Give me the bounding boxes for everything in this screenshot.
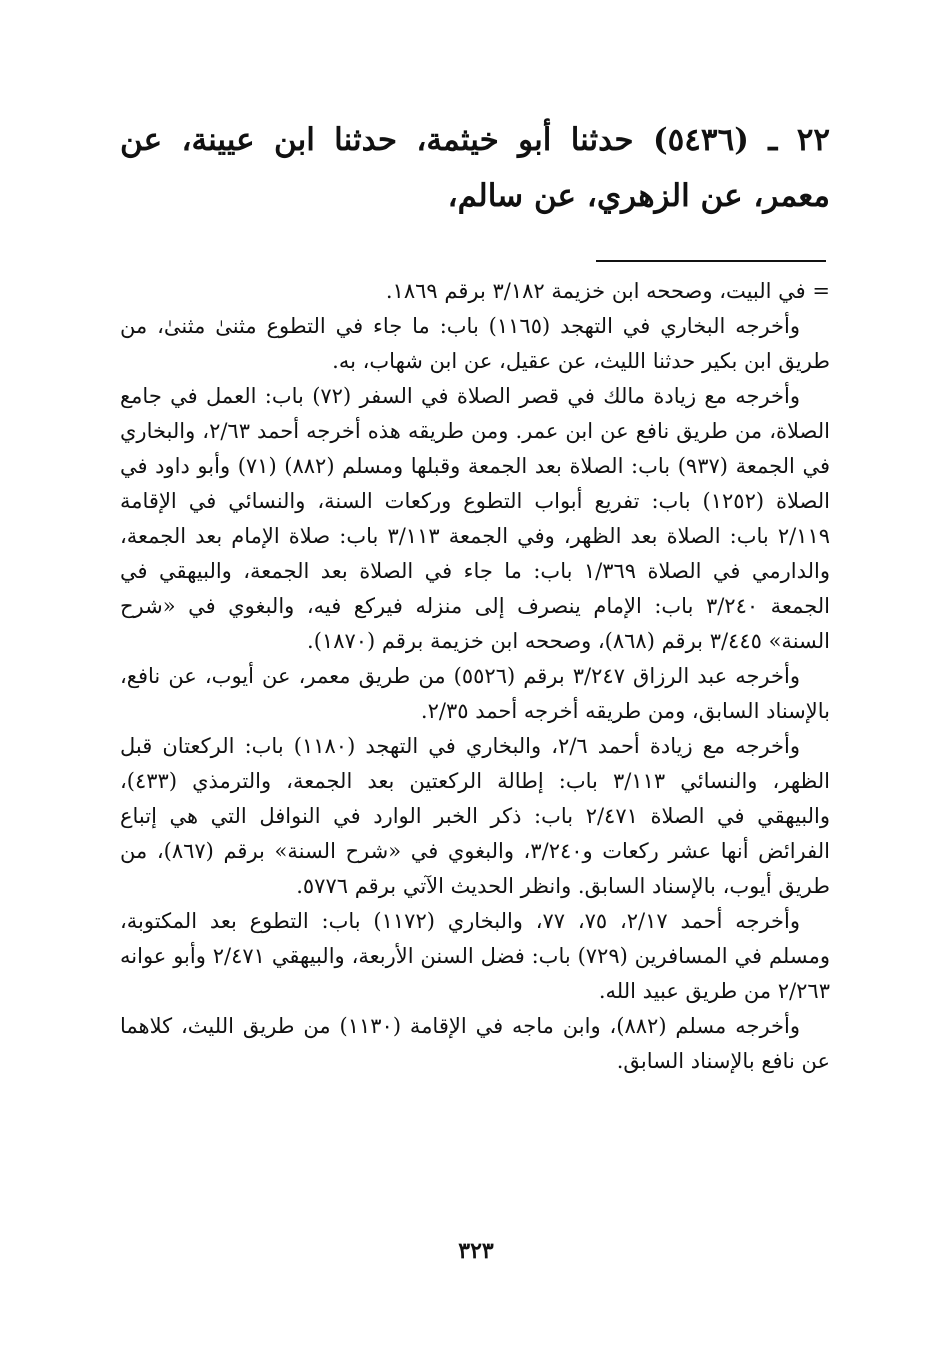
footnotes bbox=[120, 274, 830, 1079]
footnote-paragraph: وأخرجه مع زيادة مالك في قصر الصلاة في السفر (٧٢) باب: العمل في جامع الصلاة، من طريق نافع عن ابن عمر. ومن طريقه هذه أخرجه أحمد ٢/٦٣، والبخاري في الجمعة (٩٣٧) باب: الصلاة بعد الجمعة وقبلها ومسلم (٨٨٢) (٧١) وأبو داود في الصلاة (١٢٥٢) باب: تفريع أبواب التطوع وركعات السنة، والنسائي في الإقامة ٢/١١٩ باب: الصلاة بعد الظهر، وفي الجمعة ٣/١١٣ باب: صلاة الإمام بعد الجمعة، والدارمي في الصلاة ١/٣٦٩ باب: ما جاء في الصلاة بعد الجمعة، والبيهقي في الجمعة ٣/٢٤٠ باب: الإمام ينصرف إلى منزله فيركع فيه، والبغوي في «شرح السنة» ٣/٤٤٥ برقم (٨٦٨)، وصححه ابن خزيمة برقم (١٨٧٠). bbox=[120, 384, 831, 653]
footnote-continuation: = في البيت، وصححه ابن خزيمة ٣/١٨٢ برقم ١٨٦٩. bbox=[385, 279, 830, 303]
footnote-paragraph: وأخرجه أحمد ٢/١٧، ٧٥، ٧٧، والبخاري (١١٧٢) باب: التطوع بعد المكتوبة، ومسلم في المسافرين (٧٢٩) باب: فضل السنن الأربعة، والبيهقي ٢/٤٧١ وأبو عوانه ٢/٢٦٣ من طريق عبيد الله. bbox=[120, 909, 830, 1003]
footnote-paragraph: وأخرجه عبد الرزاق ٣/٢٤٧ برقم (٥٥٢٦) من طريق معمر، عن أيوب، عن نافع، بالإسناد السابق، ومن طريقه أخرجه أحمد ٢/٣٥. bbox=[120, 664, 830, 723]
page-number: ٣٢٣ bbox=[458, 1238, 494, 1264]
hadith-text: ٢٢ ـ (٥٤٣٦) حدثنا أبو خيثمة، حدثنا ابن عيينة، عن معمر، عن الزهري، عن سالم، bbox=[120, 122, 830, 214]
footnote-separator bbox=[596, 260, 826, 262]
footnote-paragraph: وأخرجه مسلم (٨٨٢)، وابن ماجه في الإقامة (١١٣٠) من طريق الليث، كلاهما عن نافع بالإسناد السابق. bbox=[120, 1014, 830, 1073]
footnote-paragraph: وأخرجه البخاري في التهجد (١١٦٥) باب: ما جاء في التطوع مثنىٰ مثنىٰ، من طريق ابن بكير حدثنا الليث، عن عقيل، عن ابن شهاب، به. bbox=[120, 314, 830, 373]
footnote-paragraph: وأخرجه مع زيادة أحمد ٢/٦، والبخاري في التهجد (١١٨٠) باب: الركعتان قبل الظهر، والنسائي ٣/١١٣ باب: إطالة الركعتين بعد الجمعة، والترمذي (٤٣٣)، والبيهقي في الصلاة ٢/٤٧١ باب: ذكر الخبر الوارد في النوافل التي هي إتباع الفرائض أنها عشر ركعات و٣/٢٤٠، والبغوي في «شرح السنة» برقم (٨٦٧)، من طريق أيوب، بالإسناد السابق. وانظر الحديث الآتي برقم ٥٧٧٦. bbox=[120, 734, 831, 898]
